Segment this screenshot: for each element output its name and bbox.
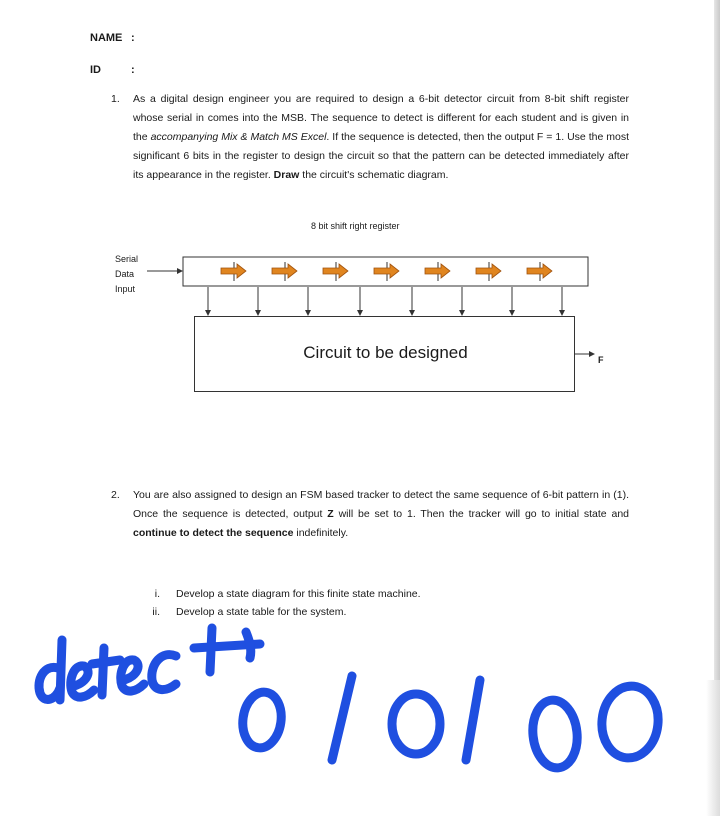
question-2-text-c: indefinitely.: [293, 527, 349, 539]
question-1-text-a: As a digital design engineer you are required to design a 6-bit detector circuit from 8-bit shift register whose serial in comes into the MSB. The sequence to detect is different for each student and is given in the: [133, 93, 629, 143]
question-2-text-a: You are also assigned to design an FSM based tracker to detect the same sequence of 6-bit pattern in (1). Once the sequence is detected, output: [133, 489, 629, 520]
question-1-text-em: accompanying Mix & Match MS Excel: [150, 131, 327, 143]
sub-item-mark: i.: [154, 588, 160, 600]
serial-input-label-line-3: Input: [115, 284, 136, 294]
handwritten-sequence: [239, 676, 661, 770]
output-f-label: F: [598, 355, 604, 365]
question-1-number: 1.: [111, 93, 120, 105]
handwritten-digit-0: [598, 683, 661, 760]
name-label: NAME: [90, 32, 123, 44]
circuit-label: Circuit to be designed: [303, 343, 468, 362]
question-2-text-b: will be set to 1. Then the tracker will go to initial state and: [333, 508, 630, 520]
handwritten-digit-1: [332, 676, 352, 760]
question-1-text-b: . If the sequence is detected, then the output F = 1. Use the most significant 6 bits in the register to design the circuit so that the pattern can be detected immediately after its appearance in the register.: [133, 131, 630, 181]
sub-item-mark: ii.: [152, 606, 160, 618]
name-colon: :: [131, 32, 135, 44]
serial-input-label-line-1: Serial: [115, 254, 139, 264]
handwritten-digit-1: [466, 680, 480, 760]
id-label: ID: [90, 64, 101, 76]
handwritten-word-detect: [39, 628, 260, 700]
sub-item-text: Develop a state diagram for this finite state machine.: [176, 588, 421, 600]
question-2-text-bold: continue to detect the sequence: [133, 527, 294, 539]
handwritten-digit-0: [392, 694, 440, 754]
serial-input-label-line-2: Data: [115, 269, 135, 279]
question-2-output-z: Z: [327, 508, 334, 520]
sub-item-text: Develop a state table for the system.: [176, 606, 347, 618]
register-label: 8 bit shift right register: [311, 221, 400, 231]
id-colon: :: [131, 64, 135, 76]
handwritten-digit-0: [239, 690, 284, 751]
question-1-text-bold: Draw: [273, 169, 300, 181]
question-2-number: 2.: [111, 489, 120, 501]
handwritten-digit-0: [530, 698, 581, 770]
question-1-text-c: the circuit's schematic diagram.: [299, 169, 449, 181]
